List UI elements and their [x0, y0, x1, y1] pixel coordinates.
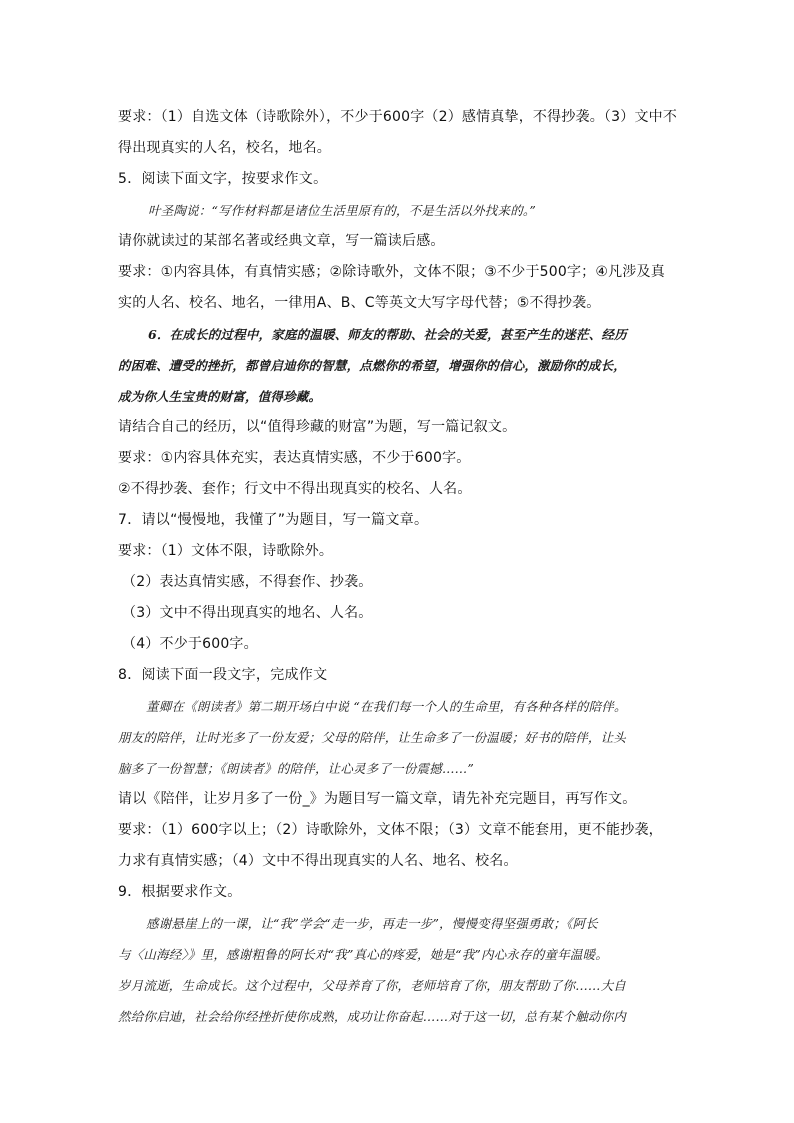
- text-line: ②不得抄袭、套作；行文中不得出现真实的校名、人名。: [118, 481, 472, 497]
- text-line: 要求：①内容具体充实，表达真情实感，不少于600字。: [118, 450, 471, 466]
- quoted-passage-line: 成为你人生宝贵的财富，值得珍藏。: [118, 389, 322, 404]
- text-line: （2）表达真情实感，不得套作、抄袭。: [122, 574, 373, 590]
- text-line: 请结合自己的经历，以“值得珍藏的财富”为题，写一篇记叙文。: [118, 419, 517, 435]
- text-line: 要求：（1）600字以上；（2）诗歌除外，文体不限；（3）文章不能套用，更不能抄袭，: [118, 822, 663, 838]
- quoted-passage-line: 与〈山海经〉》里，感谢粗鲁的阿长对“我”真心的疼爱，她是“我”内心永存的童年温暖。: [118, 947, 609, 962]
- question-heading: 8．阅读下面一段文字，完成作文: [118, 667, 328, 683]
- text-line: 要求：（1）自选文体（诗歌除外），不少于600字（2）感情真挚，不得抄袭。（3）文中不: [118, 109, 678, 125]
- quoted-passage-line: 感谢悬崖上的一课，让“我”学会“走一步，再走一步”，慢慢变得坚强勇敢；《阿长: [146, 916, 598, 931]
- text-line: 要求：（1）文体不限，诗歌除外。: [118, 543, 334, 559]
- quoted-passage-line: 岁月流逝，生命成长。这个过程中，父母养育了你，老师培育了你，朋友帮助了你……大自: [118, 978, 627, 993]
- document-body: [118, 102, 683, 1032]
- text-line: （4）不少于600字。: [122, 636, 258, 652]
- text-line: 得出现真实的人名，校名，地名。: [118, 140, 331, 156]
- question-heading: 9．根据要求作文。: [118, 884, 242, 900]
- quoted-passage-line: 叶圣陶说：“写作材料都是诸位生活里原有的，不是生活以外找来的。”: [148, 203, 536, 218]
- question-heading: 7．请以“慢慢地，我懂了”为题目，写一篇文章。: [118, 512, 429, 528]
- text-line: 要求：①内容具体，有真情实感；②除诗歌外，文体不限；③不少于500字；④凡涉及真: [118, 264, 665, 280]
- quoted-passage-line: 6．在成长的过程中，家庭的温暖、师友的帮助、社会的关爱，甚至产生的迷茫、经历: [148, 327, 627, 342]
- quoted-passage-line: 然给你启迪，社会给你经挫折使你成熟，成功让你奋起……对于这一切，总有某个触动你内: [118, 1009, 627, 1024]
- text-line: 实的人名、校名、地名，一律用A、B、C等英文大写字母代替；⑤不得抄袭。: [118, 295, 601, 311]
- text-line: 请以《陪伴，让岁月多了一份_》为题目写一篇文章，请先补充完题目，再写作文。: [118, 791, 637, 807]
- text-line: （3）文中不得出现真实的地名、人名。: [122, 605, 373, 621]
- question-heading: 5．阅读下面文字，按要求作文。: [118, 171, 328, 187]
- quoted-passage-line: 的困难、遭受的挫折，都曾启迪你的智慧，点燃你的希望，增强你的信心，激励你的成长，: [118, 358, 627, 373]
- text-line: 力求有真情实感；（4）文中不得出现真实的人名、地名、校名。: [118, 853, 518, 869]
- quoted-passage-line: 董卿在《朗读者》第二期开场白中说 “在我们每一个人的生命里，有各种各样的陪伴。: [146, 699, 627, 714]
- quoted-passage-line: 朋友的陪伴，让时光多了一份友爱；父母的陪伴，让生命多了一份温暖；好书的陪伴，让头: [118, 730, 627, 745]
- quoted-passage-line: 脑多了一份智慧；《朗读者》的陪伴，让心灵多了一份震撼……”: [118, 761, 474, 776]
- text-line: 请你就读过的某部名著或经典文章，写一篇读后感。: [118, 233, 445, 249]
